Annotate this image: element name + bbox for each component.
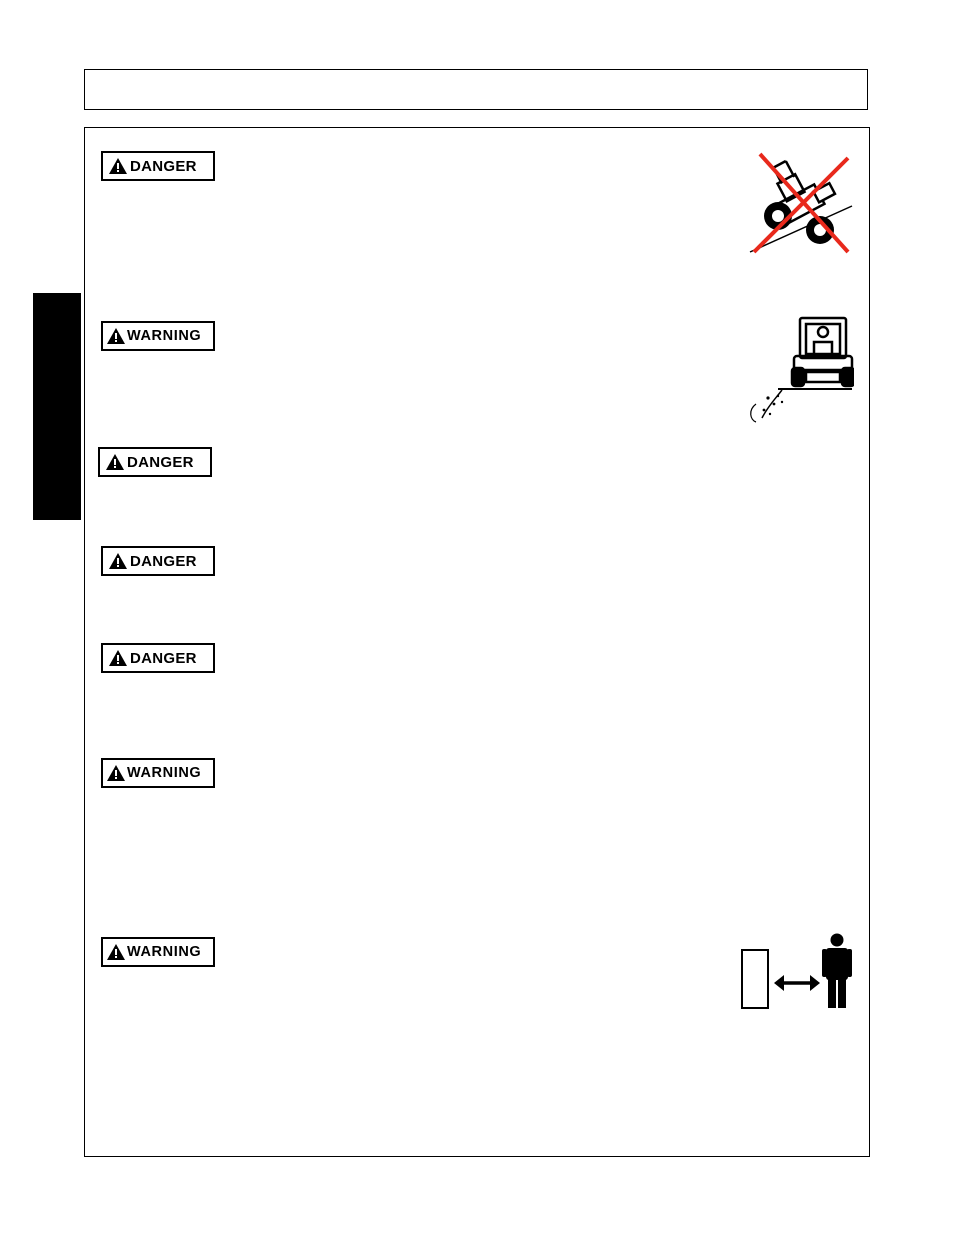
danger-label: DANGER [130, 649, 197, 667]
alert-triangle-icon [106, 943, 126, 961]
tractor-dropoff-icon [742, 314, 854, 426]
warning-badge-1 [101, 321, 215, 351]
no-rollover-icon [744, 148, 856, 258]
warning-badge-2 [101, 758, 215, 788]
alert-triangle-icon [106, 327, 126, 345]
alert-triangle-icon [108, 649, 128, 667]
danger-label: DANGER [130, 552, 197, 570]
warning-badge-3 [101, 937, 215, 967]
section-side-tab [33, 293, 81, 520]
danger-badge-2 [98, 447, 212, 477]
alert-triangle-icon [105, 453, 125, 471]
warning-label: WARNING [127, 944, 202, 960]
safe-distance-icon [738, 930, 858, 1014]
danger-badge-1 [101, 151, 215, 181]
danger-badge-4 [101, 643, 215, 673]
alert-triangle-icon [106, 764, 126, 782]
alert-triangle-icon [108, 552, 128, 570]
danger-badge-3 [101, 546, 215, 576]
danger-label: DANGER [127, 453, 194, 471]
page-header-box [84, 69, 868, 110]
alert-triangle-icon [108, 157, 128, 175]
warning-label: WARNING [127, 765, 202, 781]
warning-label: WARNING [127, 328, 202, 344]
danger-label: DANGER [130, 157, 197, 175]
